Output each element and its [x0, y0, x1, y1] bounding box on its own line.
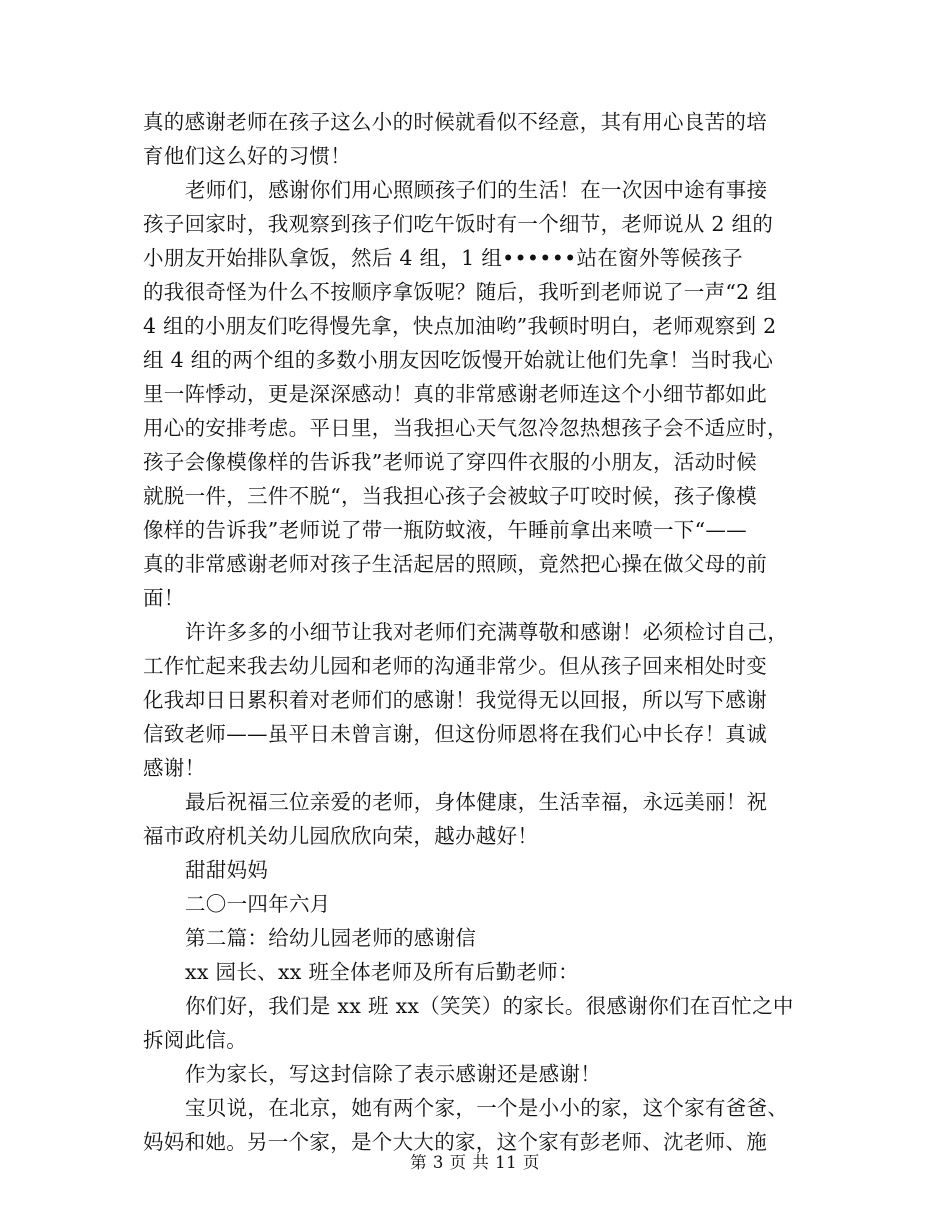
- text-line: 面！: [143, 586, 185, 610]
- signature-name: 甜甜妈妈: [185, 858, 269, 882]
- text-line: 感谢！: [143, 756, 206, 780]
- text-line: 福市政府机关幼儿园欣欣向荣，越办越好！: [143, 824, 539, 848]
- salutation: xx 园长、xx 班全体老师及所有后勤老师：: [185, 960, 579, 984]
- text-line: 组 4 组的两个组的多数小朋友因吃饭慢开始就让他们先拿！当时我心: [143, 348, 774, 372]
- text-line: 许许多多的小细节让我对老师们充满尊敬和感谢！必须检讨自己，: [185, 620, 789, 644]
- text-line: 信致老师——虽平日未曾言谢，但这份师恩将在我们心中长存！真诚: [143, 722, 767, 746]
- text-line: 的我很奇怪为什么不按顺序拿饭呢？随后，我听到老师说了一声“2 组: [143, 280, 778, 304]
- text-line: 就脱一件，三件不脱“，当我担心孩子会被蚊子叮咬时候，孩子像模: [143, 484, 757, 508]
- text-line: 4 组的小朋友们吃得慢先拿，快点加油哟”我顿时明白，老师观察到 2: [143, 314, 777, 338]
- text-line: 作为家长，写这封信除了表示感谢还是感谢！: [185, 1062, 601, 1086]
- text-line: 里一阵悸动，更是深深感动！真的非常感谢老师连这个小细节都如此: [143, 382, 767, 406]
- text-line: 真的感谢老师在孩子这么小的时候就看似不经意，其有用心良苦的培: [143, 110, 767, 134]
- text-line: 孩子回家时，我观察到孩子们吃午饭时有一个细节，老师说从 2 组的: [143, 212, 774, 236]
- text-line: 小朋友开始排队拿饭，然后 4 组，1 组••••••站在窗外等候孩子: [143, 246, 743, 270]
- text-line: 宝贝说，在北京，她有两个家，一个是小小的家，这个家有爸爸、: [185, 1096, 789, 1120]
- text-line: 你们好，我们是 xx 班 xx（笑笑）的家长。很感谢你们在百忙之中: [185, 994, 794, 1018]
- text-line: 工作忙起来我去幼儿园和老师的沟通非常少。但从孩子回来相处时变: [143, 654, 767, 678]
- text-line: 孩子会像模像样的告诉我”老师说了穿四件衣服的小朋友，活动时候: [143, 450, 757, 474]
- text-line: 妈妈和她。另一个家，是个大大的家，这个家有彭老师、沈老师、施: [143, 1130, 767, 1154]
- text-line: 像样的告诉我”老师说了带一瓶防蚊液，午睡前拿出来喷一下“——: [143, 518, 747, 542]
- signature-date: 二〇一四年六月: [185, 892, 331, 916]
- text-line: 拆阅此信。: [143, 1028, 247, 1052]
- text-line: 化我却日日累积着对老师们的感谢！我觉得无以回报，所以写下感谢: [143, 688, 767, 712]
- text-line: 老师们，感谢你们用心照顾孩子们的生活！在一次因中途有事接: [185, 178, 768, 202]
- section-heading: 第二篇：给幼儿园老师的感谢信: [185, 926, 477, 950]
- text-line: 育他们这么好的习惯！: [143, 144, 351, 168]
- page-footer: 第 3 页 共 11 页: [410, 1153, 540, 1172]
- text-line: 用心的安排考虑。平日里，当我担心天气忽冷忽热想孩子会不适应时，: [143, 416, 788, 440]
- text-line: 最后祝福三位亲爱的老师，身体健康，生活幸福，永远美丽！祝: [185, 790, 768, 814]
- text-line: 真的非常感谢老师对孩子生活起居的照顾，竟然把心操在做父母的前: [143, 552, 767, 576]
